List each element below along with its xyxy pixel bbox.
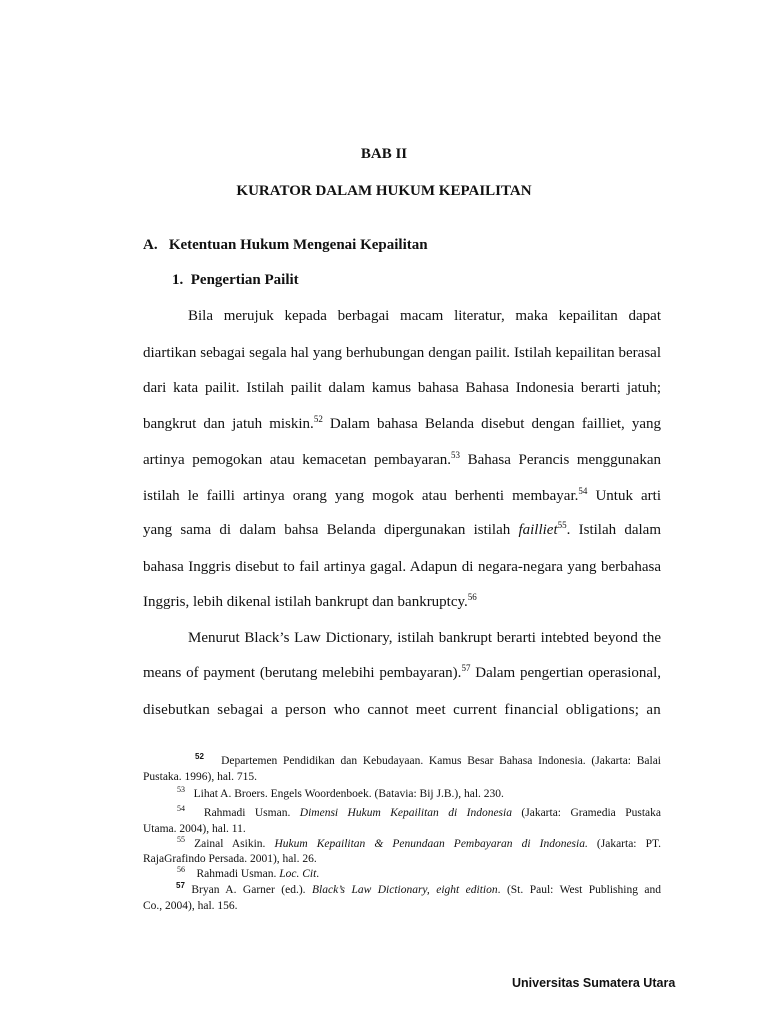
body-line: bahasa Inggris disebut to fail artinya gagal. Adapun di negara-negara yang berbahasa bbox=[143, 559, 661, 575]
body-line: istilah le failli artinya orang yang mogok atau berhenti membayar.$^{54}$ Untuk arti bbox=[143, 486, 661, 504]
footnote-55: $^{55}$ Zainal Asikin. Hukum Kepailitan & Penundaan Pembayaran di Indonesia. (Jakarta: PT. bbox=[177, 835, 662, 850]
footnote-57-cont: Co., 2004), hal. 156. bbox=[143, 900, 238, 912]
footnote-54-cont: Utama. 2004), hal. 11. bbox=[143, 823, 246, 835]
footnote-57: $^{57}$ Bryan A. Garner (ed.). Black’s Law Dictionary, eight edition. (St. Paul: West Publishing and bbox=[176, 881, 661, 896]
body-line: Bila merujuk kepada berbagai macam literatur, maka kepailitan dapat bbox=[188, 308, 661, 324]
footnote-ref: 52 bbox=[313, 414, 323, 424]
footnote-53: $^{53}$ Lihat A. Broers. Engels Woordenboek. (Batavia: Bij J.B.), hal. 230. bbox=[177, 785, 504, 800]
footnote-ref: 53 bbox=[451, 450, 461, 460]
body-line: means of payment (berutang melebihi pembayaran).$^{57}$ Dalam pengertian operasional, bbox=[143, 663, 661, 681]
section-heading: A. Ketentuan Hukum Mengenai Kepailitan bbox=[143, 237, 428, 253]
body-line: disebutkan sebagai a person who cannot meet current financial obligations; an bbox=[143, 702, 661, 718]
footnote-ref: 54 bbox=[578, 486, 588, 496]
footnote-54: $^{54}$ Rahmadi Usman. Dimensi Hukum Kepailitan di Indonesia (Jakarta: Gramedia Pustaka bbox=[177, 804, 662, 819]
body-line: dari kata pailit. Istilah pailit dalam kamus bahasa Bahasa Indonesia berarti jatuh; bbox=[143, 380, 661, 396]
body-line: yang sama di dalam bahsa Belanda dipergunakan istilah failliet$^{55}$. Istilah dalam bbox=[143, 520, 661, 538]
body-line: Inggris, lebih dikenal istilah bankrupt dan bankruptcy.$^{56}$ bbox=[143, 592, 477, 610]
footnote-56: $^{56}$ Rahmadi Usman. Loc. Cit. bbox=[177, 865, 320, 880]
footnote-ref: 57 bbox=[461, 663, 471, 673]
footnote-ref: 55 bbox=[557, 520, 567, 530]
subsection-heading: 1. Pengertian Pailit bbox=[172, 272, 299, 288]
footnote-ref: 56 bbox=[467, 592, 477, 602]
chapter-number: BAB II bbox=[360, 146, 408, 162]
footnote-52-cont: Pustaka. 1996), hal. 715. bbox=[143, 771, 258, 783]
footnote-52: $^{52}$ Departemen Pendidikan dan Kebudayaan. Kamus Besar Bahasa Indonesia. (Jakarta: Balai bbox=[195, 752, 661, 767]
body-line: artinya pemogokan atau kemacetan pembayaran.$^{53}$ Bahasa Perancis menggunakan bbox=[143, 450, 661, 468]
page-footer: Universitas Sumatera Utara bbox=[512, 976, 676, 990]
body-line: bangkrut dan jatuh miskin.$^{52}$ Dalam bahasa Belanda disebut dengan failliet, yang bbox=[143, 414, 662, 432]
body-line: diartikan sebagai segala hal yang berhubungan dengan pailit. Istilah kepailitan berasal bbox=[143, 345, 661, 361]
footnote-55-cont: RajaGrafindo Persada. 2001), hal. 26. bbox=[143, 853, 317, 865]
body-line: Menurut Black’s Law Dictionary, istilah bankrupt berarti intebted beyond the bbox=[188, 630, 661, 646]
chapter-title: KURATOR DALAM HUKUM KEPAILITAN bbox=[236, 183, 532, 199]
